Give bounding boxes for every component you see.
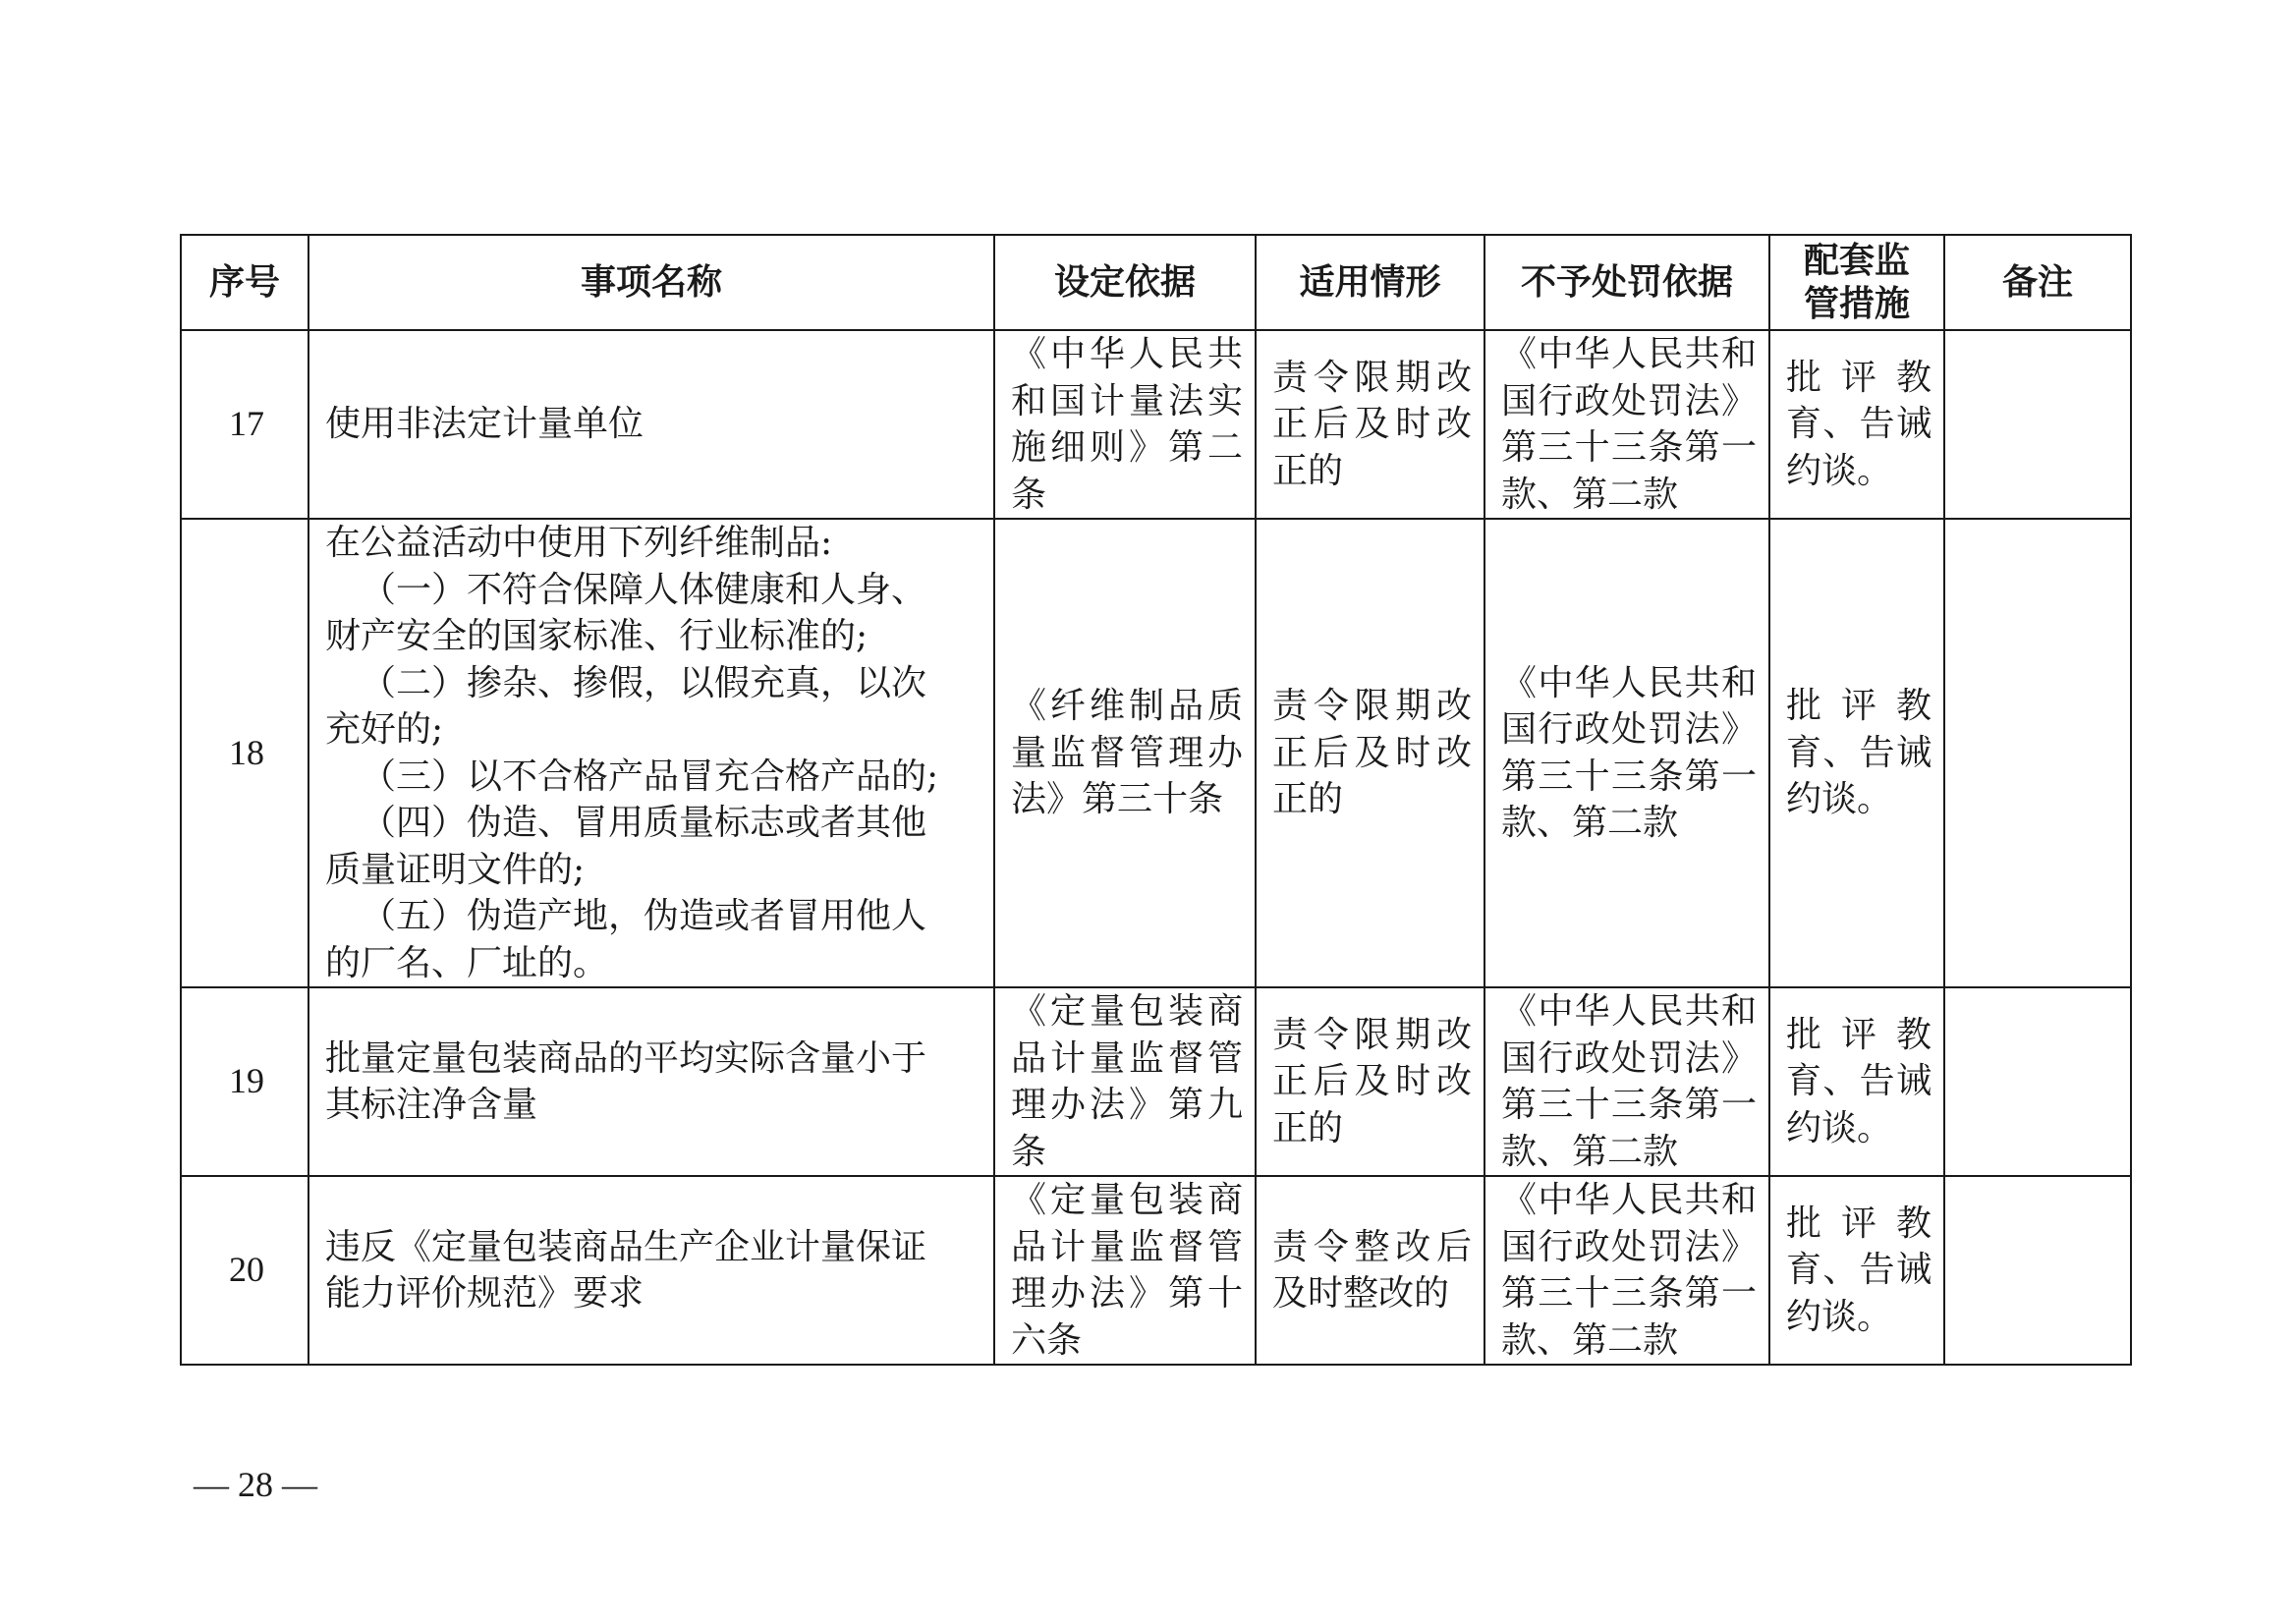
row-seq: 18	[181, 519, 308, 987]
row-name-line: 的厂名、厂址的。	[325, 942, 609, 983]
table-row	[181, 987, 2131, 1176]
row-situation: 责令限期改正后及时改正的	[1256, 519, 1484, 987]
table-row	[181, 1176, 2131, 1365]
row-measures: 批评教育、告诫约谈。	[1769, 519, 1944, 987]
row-situation: 责令限期改正后及时改正的	[1256, 330, 1484, 519]
row-basis: 《纤维制品质量监督管理办法》第三十条	[994, 519, 1256, 987]
regulation-table	[180, 234, 2132, 1366]
row-name	[308, 330, 994, 519]
header-basis: 设定依据	[994, 235, 1256, 330]
row-name-line: 质量证明文件的;	[325, 849, 586, 890]
row-name-line: （四）伪造、冒用质量标志或者其他	[361, 803, 927, 843]
header-measures-line1: 配套监	[1803, 240, 1910, 281]
row-seq: 20	[181, 1176, 308, 1365]
row-basis: 《定量包装商品计量监督管理办法》第十六条	[994, 1176, 1256, 1365]
row-measures: 批评教育、告诫约谈。	[1769, 330, 1944, 519]
row-basis: 《中华人民共和国计量法实施细则》第二条	[994, 330, 1256, 519]
row-name-line: （二）掺杂、掺假，以假充真，以次	[361, 662, 927, 703]
row-no-penalty-basis: 《中华人民共和国行政处罚法》第三十三条第一款、第二款	[1484, 330, 1769, 519]
row-name-line: 使用非法定计量单位	[325, 404, 644, 445]
header-no-penalty-basis: 不予处罚依据	[1484, 235, 1769, 330]
row-no-penalty-basis: 《中华人民共和国行政处罚法》第三十三条第一款、第二款	[1484, 519, 1769, 987]
row-remarks	[1944, 330, 2131, 519]
row-measures: 批评教育、告诫约谈。	[1769, 987, 1944, 1176]
row-name-line: （一）不符合保障人体健康和人身、	[361, 569, 927, 610]
row-name-line: 批量定量包装商品的平均实际含量小于	[325, 1037, 927, 1079]
header-name: 事项名称	[308, 235, 994, 330]
row-no-penalty-basis: 《中华人民共和国行政处罚法》第三十三条第一款、第二款	[1484, 987, 1769, 1176]
row-name-line: 在公益活动中使用下列纤维制品:	[325, 523, 833, 563]
row-no-penalty-basis: 《中华人民共和国行政处罚法》第三十三条第一款、第二款	[1484, 1176, 1769, 1365]
row-name-line: 充好的;	[325, 709, 444, 750]
row-remarks	[1944, 1176, 2131, 1365]
row-name-line: 违反《定量包装商品生产企业计量保证	[325, 1226, 927, 1267]
row-name	[308, 1176, 994, 1365]
header-measures-line2: 管措施	[1803, 283, 1910, 324]
table-row	[181, 330, 2131, 519]
page-number: — 28 —	[194, 1465, 317, 1504]
row-name	[308, 987, 994, 1176]
row-measures: 批评教育、告诫约谈。	[1769, 1176, 1944, 1365]
row-name-line: 财产安全的国家标准、行业标准的;	[325, 616, 868, 656]
row-situation: 责令限期改正后及时改正的	[1256, 987, 1484, 1176]
row-name-line: （五）伪造产地，伪造或者冒用他人	[361, 896, 927, 936]
row-situation: 责令整改后及时整改的	[1256, 1176, 1484, 1365]
header-seq: 序号	[181, 235, 308, 330]
row-remarks	[1944, 987, 2131, 1176]
table-header-row	[181, 235, 2131, 330]
row-name-line: （三）以不合格产品冒充合格产品的;	[361, 756, 939, 797]
row-remarks	[1944, 519, 2131, 987]
header-situation: 适用情形	[1256, 235, 1484, 330]
row-seq: 19	[181, 987, 308, 1176]
row-name	[308, 519, 994, 987]
row-basis: 《定量包装商品计量监督管理办法》第九条	[994, 987, 1256, 1176]
row-name-line: 能力评价规范》要求	[325, 1273, 644, 1314]
row-seq: 17	[181, 330, 308, 519]
header-measures	[1769, 235, 1944, 330]
header-remarks: 备注	[1944, 235, 2131, 330]
table-row	[181, 519, 2131, 987]
row-name-line: 其标注净含量	[325, 1085, 538, 1125]
